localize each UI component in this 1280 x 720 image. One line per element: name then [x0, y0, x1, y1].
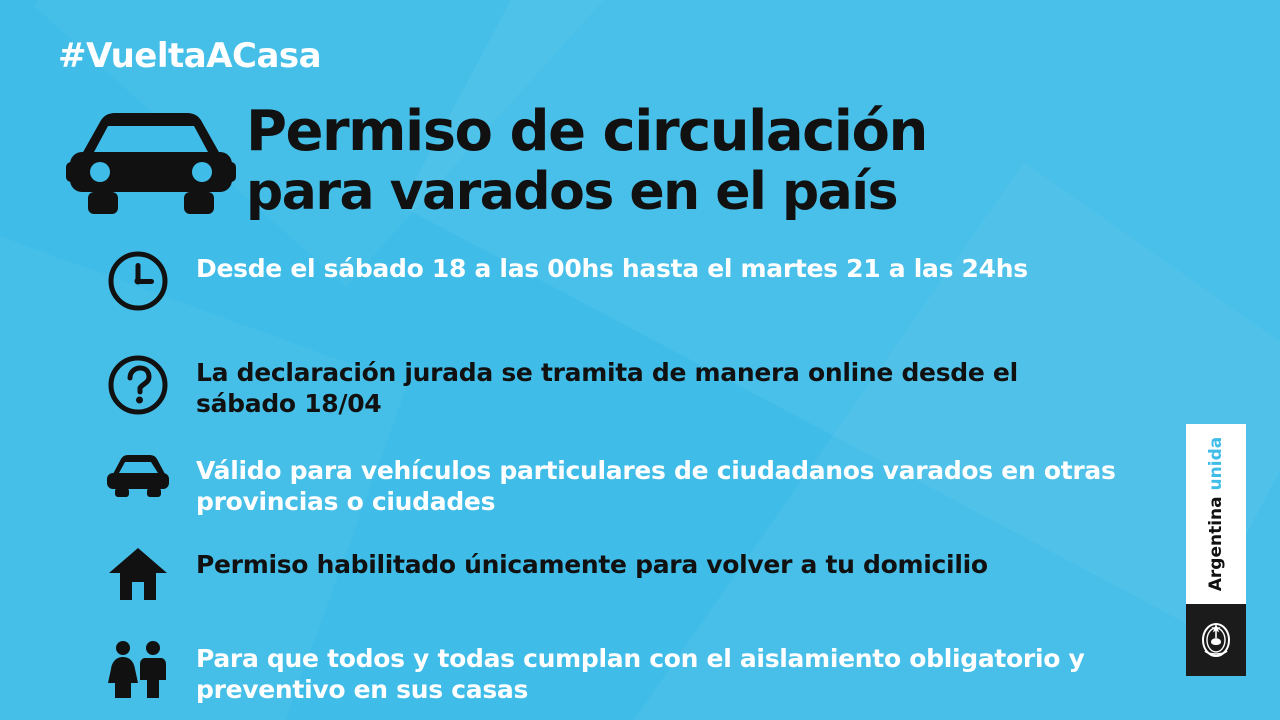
- list-item-label: Desde el sábado 18 a las 00hs hasta el martes 21 a las 24hs: [196, 254, 1028, 283]
- people-icon: [96, 640, 180, 700]
- car-icon: [66, 110, 236, 220]
- argentina-crest-icon: [1186, 604, 1246, 676]
- list-item-label: Válido para vehículos particulares de ciudadanos varados en otras provincias o ciudades: [196, 456, 1116, 516]
- page-title: [246, 99, 927, 222]
- list-item: [0, 354, 1180, 442]
- badge-label-text: [1206, 437, 1226, 591]
- car-small-icon: [96, 452, 180, 500]
- badge-label-part2: unida: [1206, 436, 1227, 491]
- list-item-label: Permiso habilitado únicamente para volver a tu domicilio: [196, 550, 988, 579]
- clock-icon: [96, 250, 180, 312]
- list-item: [0, 546, 1180, 634]
- list-item: [0, 250, 1180, 338]
- title-line-2: para varados en el país: [246, 162, 898, 222]
- question-mark-circle-icon: [96, 354, 180, 416]
- list-item: [0, 452, 1180, 540]
- list-item: [0, 640, 1180, 720]
- list-item-label: Para que todos y todas cumplan con el aislamiento obligatorio y preventivo en sus casas: [196, 644, 1085, 704]
- badge-label-part1: Argentina: [1206, 490, 1227, 592]
- hashtag: #VueltaACasa: [58, 36, 322, 76]
- title-line-1: Permiso de circulación: [246, 99, 927, 164]
- government-badge: [1186, 424, 1246, 676]
- home-icon: [96, 546, 180, 602]
- info-list: [0, 250, 1180, 720]
- list-item-label: La declaración jurada se tramita de manera online desde el sábado 18/04: [196, 358, 1018, 418]
- badge-label: [1186, 424, 1246, 604]
